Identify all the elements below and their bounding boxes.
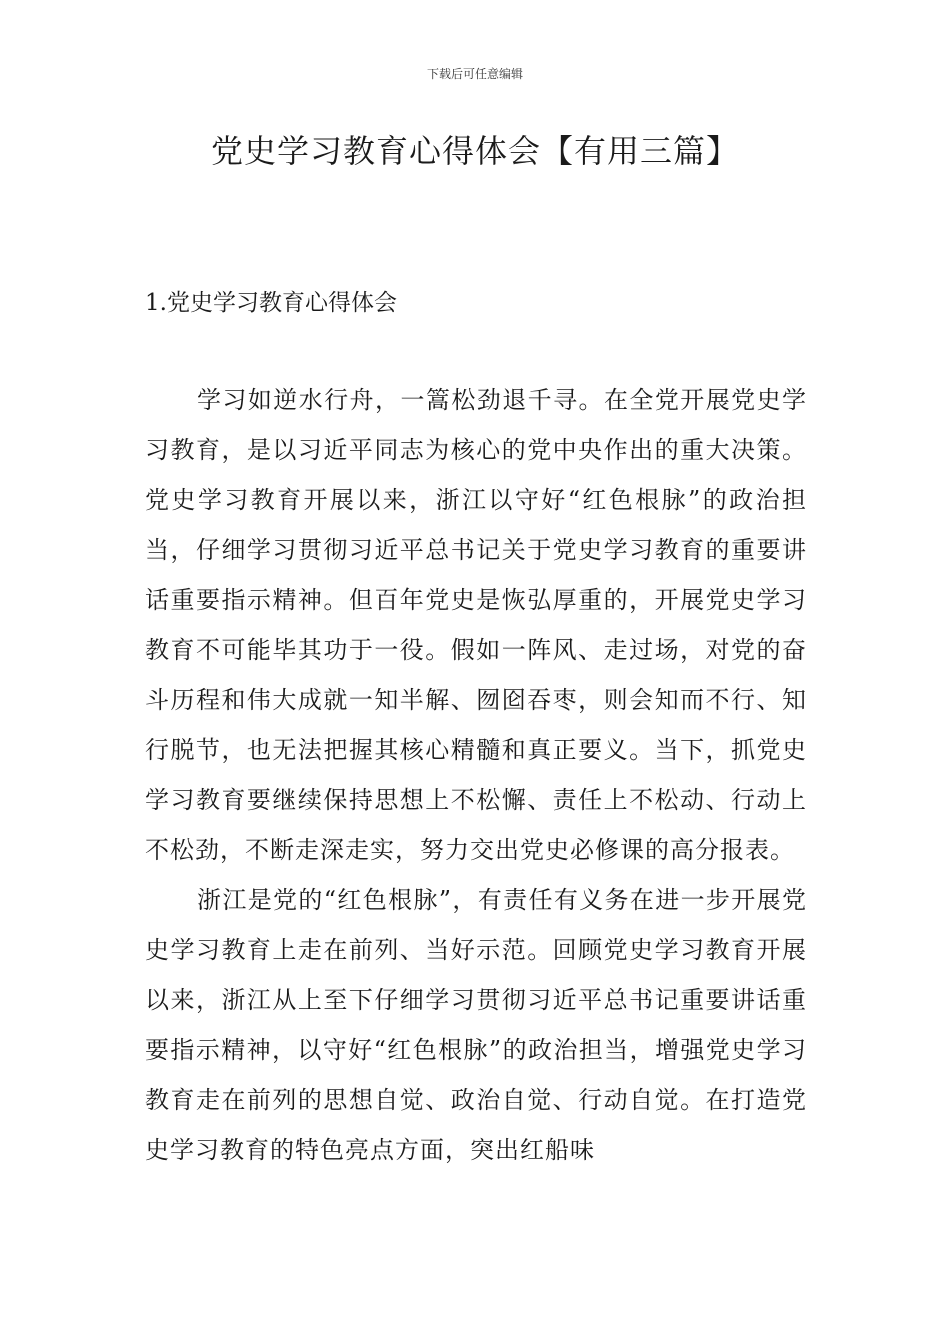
body-text	[145, 375, 807, 1175]
section-heading: 1.党史学习教育心得体会	[145, 290, 397, 316]
header-note: 下载后可任意编辑	[426, 67, 523, 81]
paragraph-1: 学习如逆水行舟，一篙松劲退千寻。在全党开展党史学习教育，是以习近平同志为核心的党中央作出的重大决策。党史学习教育开展以来，浙江以守好“红色根脉”的政治担当，仔细学习贯彻习近平总书记关于党史学习教育的重要讲话重要指示精神。但百年党史是恢弘厚重的，开展党史学习教育不可能毕其功于一役。假如一阵风、走过场，对党的奋斗历程和伟大成就一知半解、囫囵吞枣，则会知而不行、知行脱节，也无法把握其核心精髓和真正要义。当下，抓党史学习教育要继续保持思想上不松懈、责任上不松动、行动上不松劲，不断走深走实，努力交出党史必修课的高分报表。	[145, 386, 807, 864]
paragraph-2: 浙江是党的“红色根脉”，有责任有义务在进一步开展党史学习教育上走在前列、当好示范。回顾党史学习教育开展以来，浙江从上至下仔细学习贯彻习近平总书记重要讲话重要指示精神，以守好“红色根脉”的政治担当，增强党史学习教育走在前列的思想自觉、政治自觉、行动自觉。在打造党史学习教育的特色亮点方面，突出红船味	[145, 886, 807, 1164]
document-title: 党史学习教育心得体会【有用三篇】	[210, 132, 739, 170]
